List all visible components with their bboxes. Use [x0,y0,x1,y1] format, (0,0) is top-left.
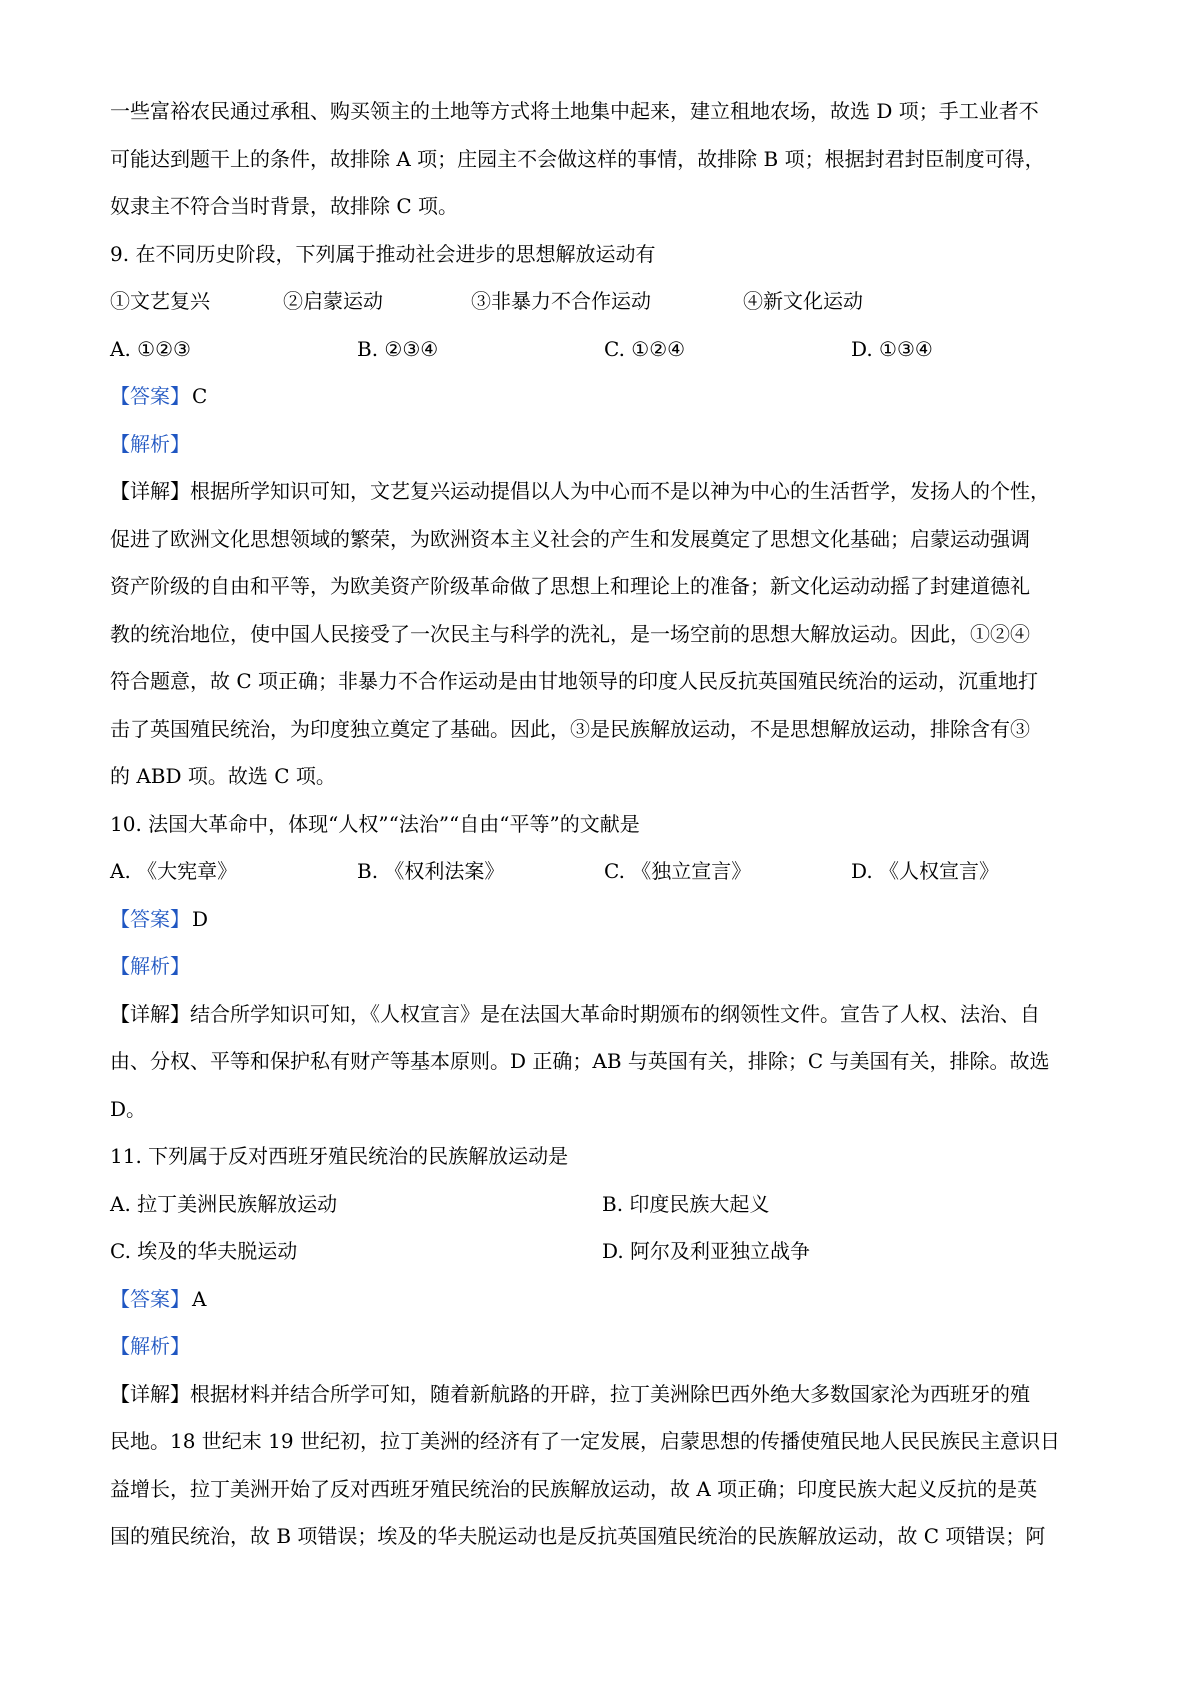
question-9-items [110,278,1094,326]
q9-analysis [110,421,1094,469]
analysis-label: 【解析】 [110,1334,190,1358]
q10-option-b: B. 《权利法案》 [357,859,505,883]
q9-option-a: A. ①②③ [110,336,191,361]
answer-value: D [192,906,209,931]
question-11-options-row2 [110,1228,1094,1276]
q10-option-d: D. 《人权宣言》 [851,859,1000,883]
q9-detail-line: 促进了欧洲文化思想领域的繁荣，为欧洲资本主义社会的产生和发展奠定了思想文化基础；启蒙运动强调 [110,526,1030,551]
answer-label: 【答案】 [110,1286,190,1311]
q10-answer [110,896,1094,944]
answer-label: 【答案】 [110,384,190,408]
q10-analysis [110,943,1094,991]
q10-detail-line: D。 [110,1096,147,1121]
question-9 [110,231,1094,801]
q10-option-a: A. 《大宪章》 [110,859,238,883]
q9-detail [110,468,1094,801]
q9-detail-line: 的 ABD 项。故选 C 项。 [110,764,336,788]
q11-detail [110,1371,1094,1561]
q11-detail-line: 民地。18 世纪末 19 世纪初，拉丁美洲的经济有了一定发展，启蒙思想的传播使殖民地人民民族民主意识日 [110,1429,1060,1453]
q9-detail-line: 【详解】根据所学知识可知，文艺复兴运动提倡以人为中心而不是以神为中心的生活哲学，发扬人的个性， [110,479,1050,503]
q9-option-b: B. ②③④ [357,336,439,361]
answer-label: 【答案】 [110,906,190,931]
q9-answer [110,373,1094,421]
question-10-options [110,848,1094,896]
q11-answer [110,1276,1094,1324]
question-11-options-row1 [110,1181,1094,1229]
question-10-stem: 10. 法国大革命中，体现“人权”“法治”“自由“平等”的文献是 [110,811,640,836]
intro-line: 一些富裕农民通过承租、购买领主的土地等方式将土地集中起来，建立租地农场，故选 D 项；手工业者不 [110,99,1039,123]
q11-analysis [110,1323,1094,1371]
q9-item-1: ①文艺复兴 [110,289,210,313]
analysis-label: 【解析】 [110,954,190,978]
q9-item-2: ②启蒙运动 [283,289,383,313]
q11-option-c: C. 埃及的华夫脱运动 [110,1239,298,1263]
answer-value: A [192,1286,207,1311]
intro-paragraph [110,88,1094,231]
q9-item-4: ④新文化运动 [743,289,863,313]
q11-detail-line: 【详解】根据材料并结合所学可知，随着新航路的开辟，拉丁美洲除巴西外绝大多数国家沦为西班牙的殖 [110,1381,1030,1406]
answer-value: C [192,384,208,408]
q11-detail-line: 国的殖民统治，故 B 项错误；埃及的华夫脱运动也是反抗英国殖民统治的民族解放运动，故 C 项错误；阿 [110,1524,1046,1548]
q10-detail-line: 由、分权、平等和保护私有财产等基本原则。D 正确；AB 与英国有关，排除；C 与美国有关，排除。故选 [110,1049,1050,1073]
q9-option-c: C. ①②④ [604,336,686,361]
q11-detail-line: 益增长，拉丁美洲开始了反对西班牙殖民统治的民族解放运动，故 A 项正确；印度民族大起义反抗的是英 [110,1476,1038,1501]
q9-option-d: D. ①③④ [851,336,933,361]
question-9-options [110,326,1094,374]
question-10 [110,801,1094,1134]
q11-option-d: D. 阿尔及利亚独立战争 [602,1239,811,1263]
q9-detail-line: 击了英国殖民统治，为印度独立奠定了基础。因此，③是民族解放运动，不是思想解放运动，排除含有③ [110,716,1030,741]
q10-detail-line: 【详解】结合所学知识可知，《人权宣言》是在法国大革命时期颁布的纲领性文件。宣告了人权、法治、自 [110,1001,1040,1026]
analysis-label: 【解析】 [110,431,190,456]
question-11 [110,1133,1094,1561]
question-11-stem: 11. 下列属于反对西班牙殖民统治的民族解放运动是 [110,1144,569,1168]
intro-line: 奴隶主不符合当时背景，故排除 C 项。 [110,194,459,218]
question-9-stem: 9. 在不同历史阶段，下列属于推动社会进步的思想解放运动有 [110,241,656,266]
q11-option-b: B. 印度民族大起义 [602,1191,770,1216]
q9-item-3: ③非暴力不合作运动 [471,289,651,313]
q10-option-c: C. 《独立宣言》 [604,859,752,883]
q9-detail-line: 资产阶级的自由和平等，为欧美资产阶级革命做了思想上和理论上的准备；新文化运动动摇了封建道德礼 [110,574,1030,598]
q11-option-a: A. 拉丁美洲民族解放运动 [110,1191,338,1216]
q9-detail-line: 符合题意，故 C 项正确；非暴力不合作运动是由甘地领导的印度人民反抗英国殖民统治的运动，沉重地打 [110,669,1039,693]
intro-line: 可能达到题干上的条件，故排除 A 项；庄园主不会做这样的事情，故排除 B 项；根据封君封臣制度可得， [110,146,1045,171]
q10-detail [110,991,1094,1134]
q9-detail-line: 教的统治地位，使中国人民接受了一次民主与科学的洗礼，是一场空前的思想大解放运动。因此，①②④ [110,621,1030,646]
